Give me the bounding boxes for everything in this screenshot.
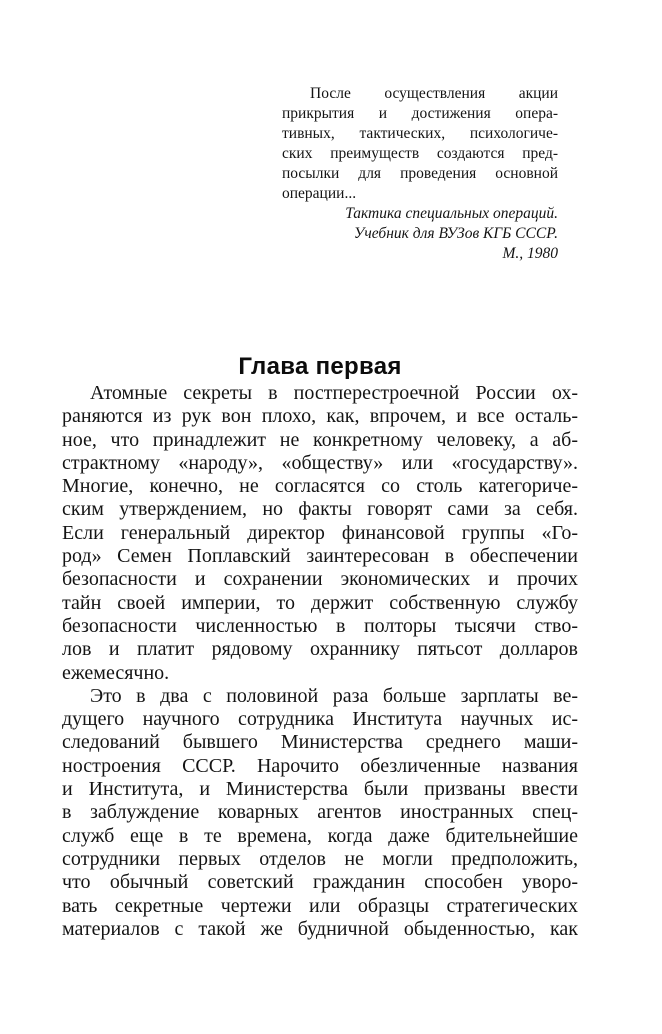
epigraph [282, 84, 558, 264]
text-line: Если генеральный директор финансовой группы «Го- [62, 521, 578, 544]
text-line: материалов с такой же будничной обыденностью, как [62, 917, 578, 940]
epigraph-line: операции... [282, 185, 357, 202]
text-line: безопасности и сохранении экономических и прочих [62, 568, 578, 591]
chapter-title: Глава первая [238, 353, 402, 381]
text-line: ностроения СССР. Нарочито обезличенные названия [62, 754, 578, 777]
epigraph-attribution [282, 204, 558, 264]
text-line: род» Семен Поплавский заинтересован в обеспечении [62, 545, 578, 568]
text-line: раняются из рук вон плохо, как, впрочем, и все осталь- [62, 405, 578, 428]
body-text [62, 382, 578, 941]
text-line: сотрудники первых отделов не могли предположить, [62, 847, 578, 870]
text-line: Атомные секреты в постперестроечной России ох- [90, 382, 578, 404]
text-line: следований бывшего Министерства среднего маши- [62, 731, 578, 754]
epigraph-attribution-line: М., 1980 [502, 245, 558, 262]
epigraph-attribution-line: Тактика специальных операций. [345, 205, 558, 222]
epigraph-line: ских преимуществ создаются пред- [282, 145, 558, 162]
epigraph-line: посылки для проведения основной [282, 165, 558, 182]
epigraph-line: тивных, тактических, психологиче- [282, 125, 558, 142]
epigraph-body [282, 84, 558, 204]
text-line: страктному «народу», «обществу» или «государству». [62, 451, 578, 474]
text-line: служб еще в те времена, когда даже бдительнейшие [62, 824, 578, 847]
epigraph-attribution-line: Учебник для ВУЗов КГБ СССР. [353, 225, 558, 242]
text-line: безопасности численностью в полторы тысячи ство- [62, 614, 578, 637]
text-line: что обычный советский гражданин способен уворо- [62, 871, 578, 894]
text-line: Это в два с половиной раза больше зарплаты ве- [90, 684, 578, 707]
paragraph [62, 685, 578, 941]
text-line: лов и платит рядовому охраннику пятьсот долларов [62, 638, 578, 661]
text-line: вать секретные чертежи или образцы стратегических [62, 894, 578, 917]
paragraph [62, 382, 578, 685]
text-line: ежемесячно. [62, 661, 170, 684]
epigraph-line: После осуществления акции [310, 85, 558, 102]
text-line: дущего научного сотрудника Института научных ис- [62, 708, 578, 731]
text-line: и Института, и Министерства были призваны ввести [62, 778, 578, 801]
text-line: тайн своей империи, то держит собственную службу [62, 591, 578, 614]
epigraph-line: прикрытия и достижения опера- [282, 105, 558, 122]
text-line: в заблуждение коварных агентов иностранных спец- [62, 801, 578, 824]
text-line: Многие, конечно, не согласятся со столь категориче- [62, 475, 578, 498]
text-line: ное, что принадлежит не конкретному человеку, а аб- [62, 428, 578, 451]
text-line: ским утверждением, но факты говорят сами за себя. [62, 498, 578, 521]
